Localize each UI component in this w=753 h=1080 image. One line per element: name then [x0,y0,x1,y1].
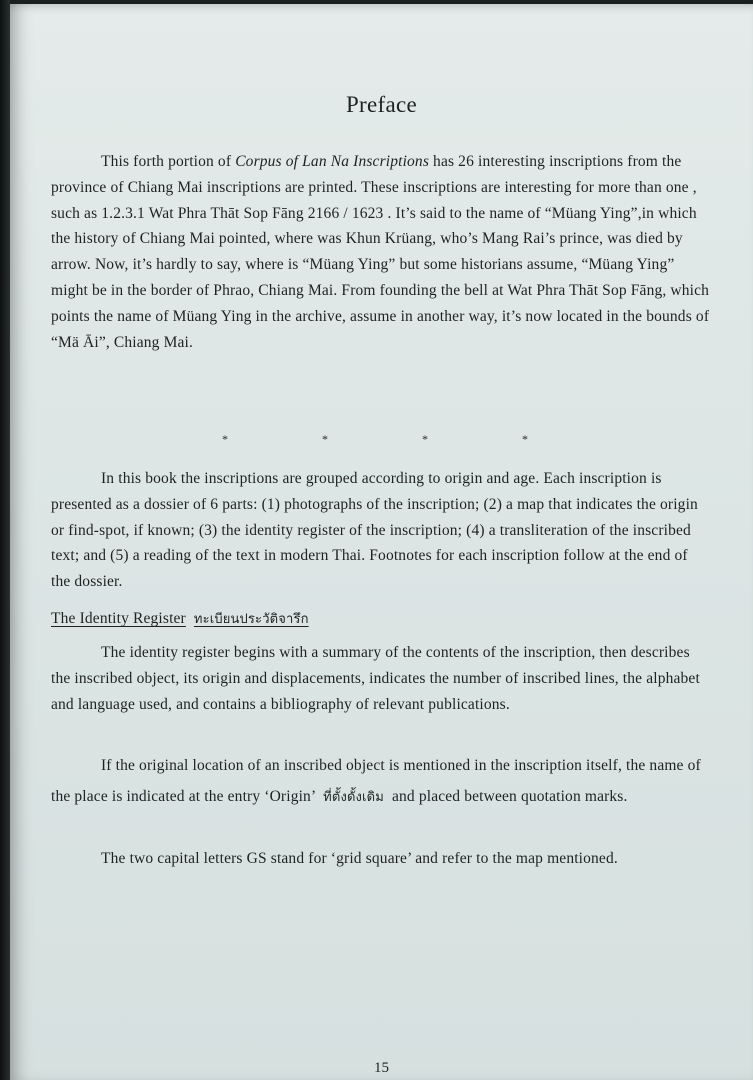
separator-star: * [422,432,428,446]
section-heading-identity-register [51,608,309,629]
document-page [10,4,753,1080]
section-separator [10,432,753,446]
para4-text-end: and placed between quotation marks. [392,788,628,805]
section-heading-text: The Identity Register [51,610,186,627]
separator-star: * [322,432,328,446]
origin-thai-term: ที่ตั้งดั้งเดิม [323,790,384,805]
preface-paragraph-4 [51,750,711,813]
preface-paragraph-1 [51,149,711,355]
separator-star: * [522,432,528,446]
preface-paragraph-3 [51,640,711,717]
para2-text: In this book the inscriptions are grouped according to origin and age. Each inscription is presented as a dossier of 6 parts: (1) photographs of the inscription; (2) a map that indicates the origin or find-spot, if known; (3) the identity register of the inscription; (4) a transliteration of the inscribed text; and (5) a reading of the text in modern Thai. Footnotes for each inscription follow at the end of the dossier. [51,470,698,591]
para3-text: The identity register begins with a summary of the contents of the inscription, then describes the inscribed object, its origin and displacements, indicates the number of inscribed lines, the alphabet and language used, and contains a bibliography of relevant publications. [51,644,700,713]
preface-paragraph-2 [51,466,711,595]
book-title-italic: Corpus of Lan Na Inscriptions [235,153,430,170]
page-title: Preface [345,92,418,117]
page-number: 15 [374,1060,389,1076]
para1-text-end: has 26 interesting inscriptions from the province of Chiang Mai inscriptions are printed. These inscriptions are interesting for more than one , such as 1.2.3.1 Wat Phra Thāt Sop Fāng 2166 / 1623 . It’s said to the name of “Müang Ying”,in which the history of Chiang Mai pointed, where was Khun Krüang, who’s Mang Rai’s prince, was died by arrow. Now, it’s hardly to say, where is “Müang Ying” but some historians assume, “Müang Ying” might be in the border of Phrao, Chiang Mai. From founding the bell at Wat Phra Thāt Sop Fāng, which points the name of Müang Ying in the archive, assume in another way, it’s now located in the bounds of “Mä Āi”, Chiang Mai. [51,153,710,351]
para1-text-start: This forth portion of [101,153,236,170]
preface-paragraph-5 [51,846,711,872]
para4-text-start: If the original location of an inscribed object is mentioned in the inscription itself, the name of the place is indicated at the entry ‘Origin’ [51,757,701,805]
page-edge-shadow [0,0,10,1080]
section-heading-thai: ทะเบียนประวัติจารึก [193,612,309,627]
para5-text: The two capital letters GS stand for ‘grid square’ and refer to the map mentioned. [101,850,618,867]
separator-star: * [222,432,228,446]
